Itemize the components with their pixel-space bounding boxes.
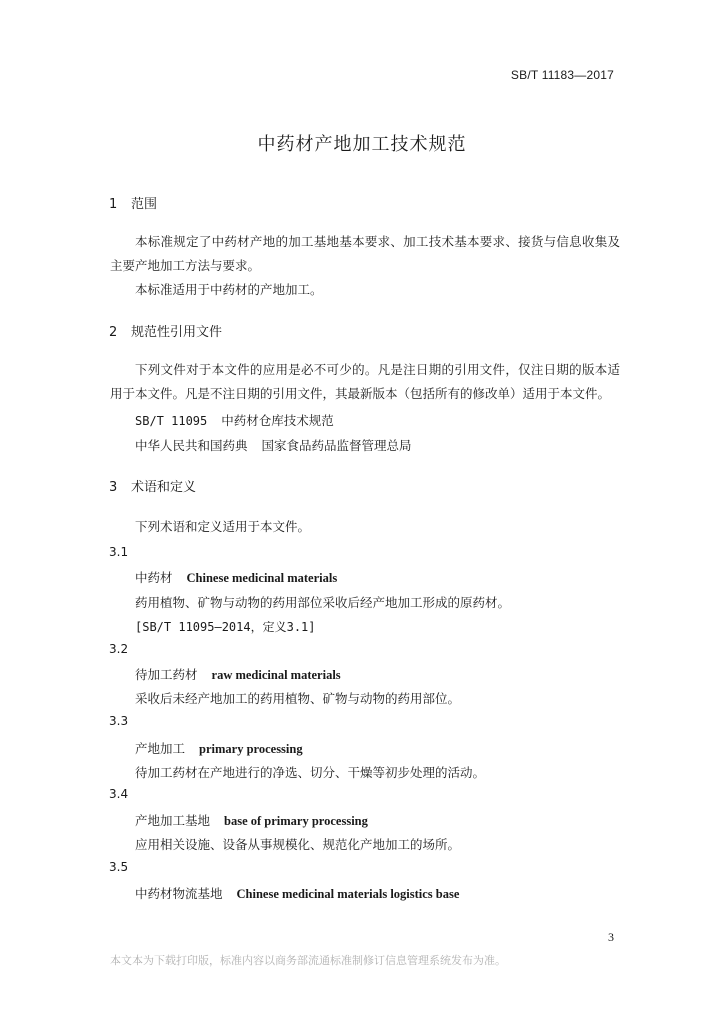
document-title: 中药材产地加工技术规范 xyxy=(257,134,467,155)
term-number: 3.5 xyxy=(109,860,129,874)
reference-item-1 xyxy=(135,411,334,429)
reference-title: 国家食品药品监督管理总局 xyxy=(261,438,412,453)
footer-watermark: 本文本为下载打印版，标准内容以商务部流通标准制修订信息管理系统发布为准。 xyxy=(110,954,506,967)
scope-paragraph-1: 本标准规定了中药材产地的加工基地基本要求、加工技术基本要求、接货与信息收集及主要产地加工方法与要求。 xyxy=(110,234,620,273)
term-heading xyxy=(135,739,303,757)
section-title: 规范性引用文件 xyxy=(131,325,223,340)
standard-code: SB/T 11183—2017 xyxy=(510,68,614,82)
section-heading-terms xyxy=(109,476,196,495)
page-number: 3 xyxy=(608,930,614,944)
section-heading-references xyxy=(109,321,222,340)
term-zh: 待加工药材 xyxy=(135,667,198,682)
term-number: 3.1 xyxy=(109,545,129,559)
term-heading xyxy=(135,665,341,683)
term-en: primary processing xyxy=(199,742,303,756)
term-zh: 中药材物流基地 xyxy=(135,886,223,901)
term-zh: 产地加工基地 xyxy=(135,813,211,828)
term-en: Chinese medicinal materials xyxy=(186,571,338,585)
term-definition: 采收后未经产地加工的药用植物、矿物与动物的药用部位。 xyxy=(135,691,461,706)
section-title: 术语和定义 xyxy=(131,480,197,495)
term-definition: 待加工药材在产地进行的净选、切分、干燥等初步处理的活动。 xyxy=(135,765,486,780)
reference-item-2 xyxy=(135,436,412,454)
term-source: [SB/T 11095—2014，定义3.1] xyxy=(135,620,316,634)
section-number: 2 xyxy=(109,325,118,340)
term-zh: 中药材 xyxy=(135,570,173,585)
section-heading-scope xyxy=(109,193,157,212)
reference-code: SB/T 11095 xyxy=(135,414,208,428)
term-en: Chinese medicinal materials logistics base xyxy=(236,887,460,901)
section-title: 范围 xyxy=(131,197,158,212)
references-paragraph: 下列文件对于本文件的应用是必不可少的。凡是注日期的引用文件，仅注日期的版本适用于本文件。凡是不注日期的引用文件，其最新版本（包括所有的修改单）适用于本文件。 xyxy=(110,362,620,401)
reference-title: 中药材仓库技术规范 xyxy=(221,413,334,428)
term-number: 3.2 xyxy=(109,642,129,656)
scope-paragraph-2: 本标准适用于中药材的产地加工。 xyxy=(135,282,323,297)
term-definition: 药用植物、矿物与动物的药用部位采收后经产地加工形成的原药材。 xyxy=(135,595,511,610)
term-heading xyxy=(135,568,337,586)
terms-intro: 下列术语和定义适用于本文件。 xyxy=(135,519,311,534)
term-definition: 应用相关设施、设备从事规模化、规范化产地加工的场所。 xyxy=(135,837,461,852)
section-number: 1 xyxy=(109,197,118,212)
term-heading xyxy=(135,884,459,902)
section-number: 3 xyxy=(109,480,118,495)
reference-code: 中华人民共和国药典 xyxy=(135,438,248,453)
term-heading xyxy=(135,811,368,829)
term-number: 3.4 xyxy=(109,787,129,801)
term-number: 3.3 xyxy=(109,714,129,728)
term-en: raw medicinal materials xyxy=(211,668,341,682)
term-en: base of primary processing xyxy=(224,814,368,828)
term-zh: 产地加工 xyxy=(135,741,186,756)
